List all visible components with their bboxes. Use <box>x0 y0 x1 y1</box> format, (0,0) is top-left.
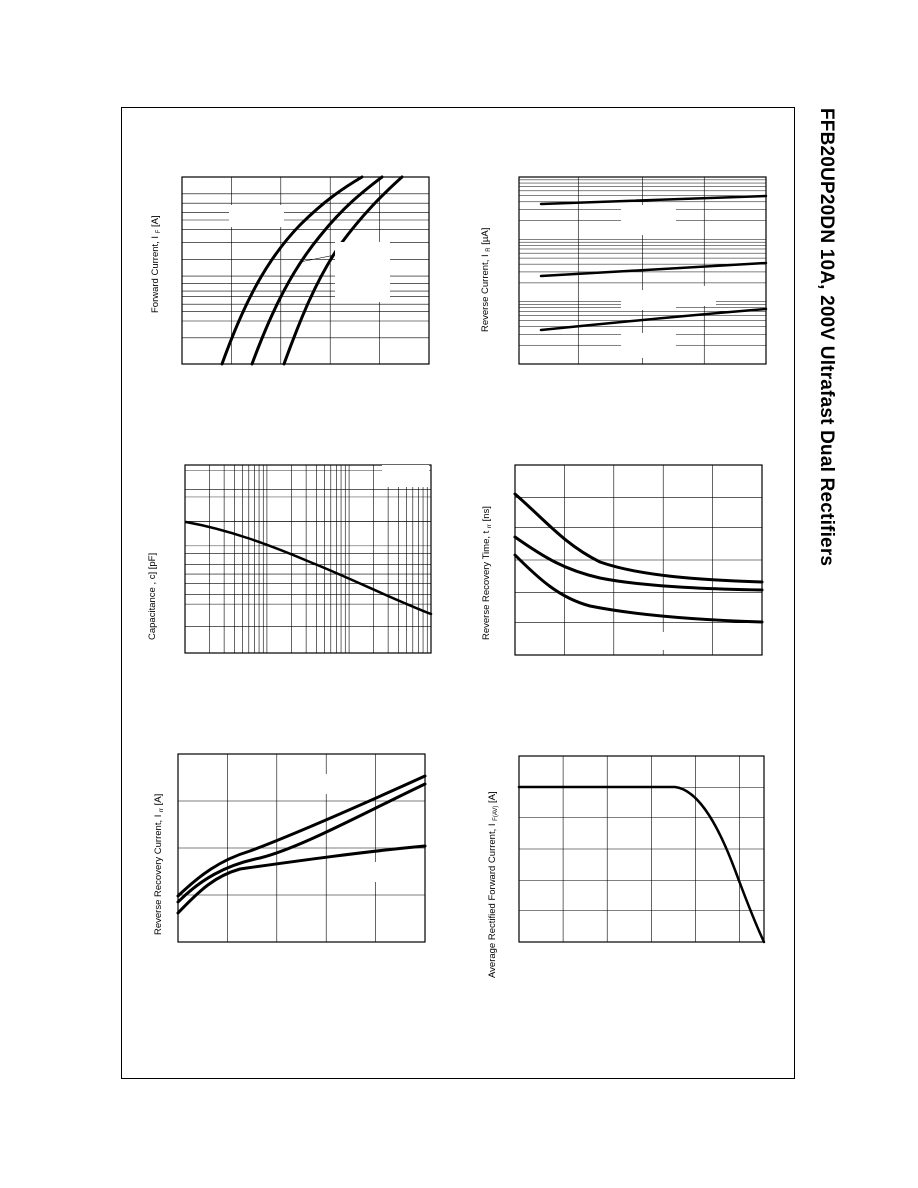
label-mask-1 <box>335 242 390 302</box>
document-title: FFB20UP20DN 10A, 200V Ultrafast Dual Rectifiers <box>816 108 837 567</box>
label-mask-7 <box>322 774 362 794</box>
irr-ylabel: Reverse Recovery Current, I $_{rr}$ [A] <box>153 793 165 935</box>
capacitance-series-1 <box>186 522 431 614</box>
label-mask-8 <box>362 862 392 882</box>
label-mask-5 <box>621 333 676 358</box>
capacitance-ylabel: Capacitance , c] [pF] <box>147 552 158 640</box>
reverse-current-ylabel: Reverse Current, I $_R$ [µA] <box>480 227 492 332</box>
trr-series-2 <box>515 537 762 590</box>
reverse-current-series-1 <box>541 196 766 204</box>
trr-ylabel: Reverse Recovery Time, t $_{rr}$ [ns] <box>481 506 493 640</box>
label-mask-4 <box>621 290 676 310</box>
derating-series-1 <box>519 787 764 942</box>
label-mask-0 <box>229 205 284 227</box>
forward-plot-area <box>182 177 429 364</box>
derating-ylabel: Average Rectified Forward Current, I $_{F(AV)}$ [A] <box>487 791 499 978</box>
trr-series-1 <box>515 494 762 582</box>
reverse-current-series-2 <box>541 263 766 276</box>
forward-current-ylabel: Forward Current, I $_F$ [A] <box>150 215 162 313</box>
label-mask-9 <box>676 286 716 306</box>
capacitance-plot-area <box>185 465 431 653</box>
label-mask-6 <box>662 632 702 650</box>
reverse-current-series-3 <box>541 309 766 330</box>
irr-series-2 <box>178 784 425 902</box>
label-mask-3 <box>621 205 676 235</box>
label-mask-2 <box>382 465 429 487</box>
